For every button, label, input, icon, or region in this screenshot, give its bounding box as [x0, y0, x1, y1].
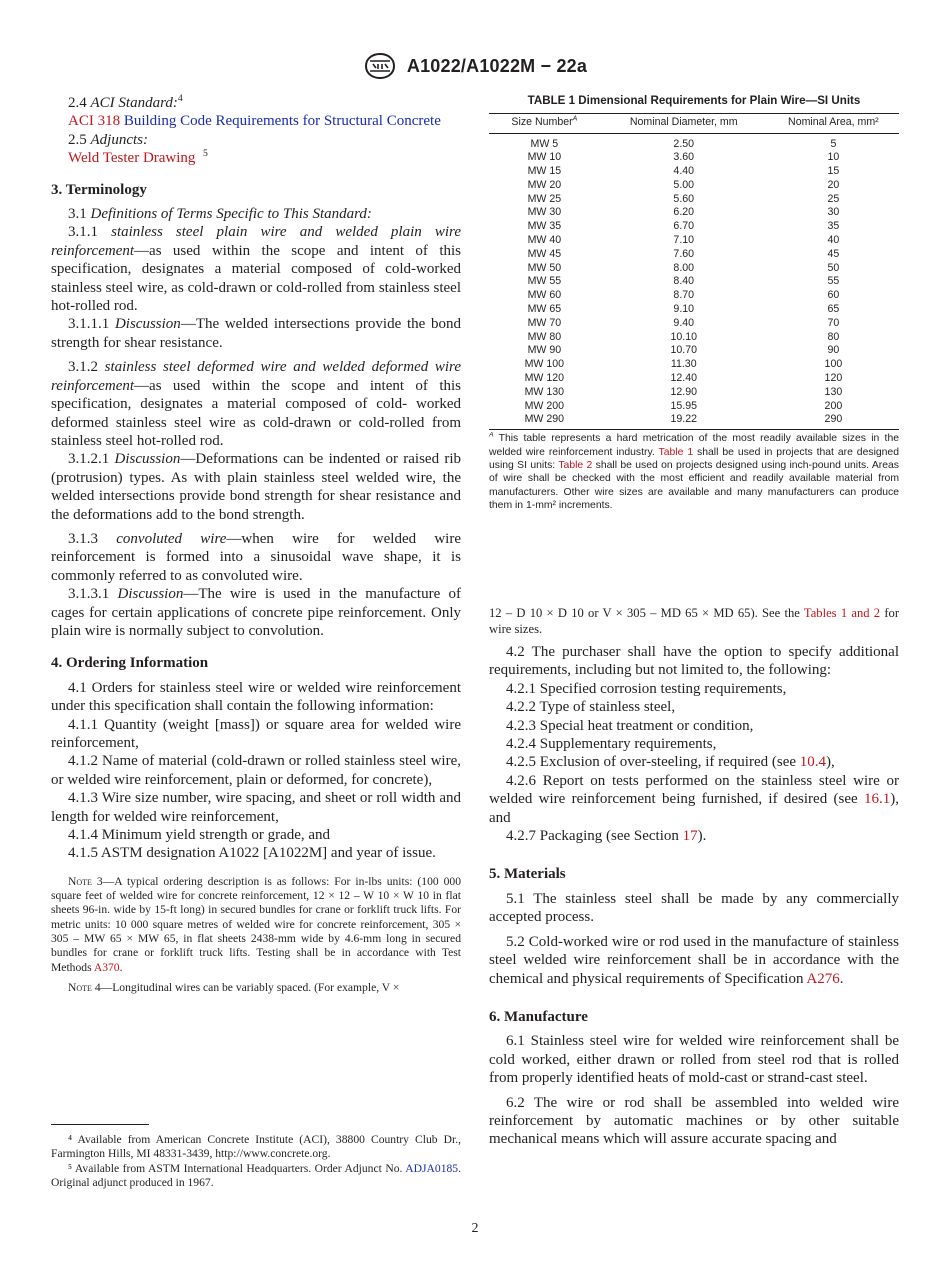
cell-size-number: MW 45 [527, 247, 562, 260]
note-4-text: —Longitudinal wires can be variably spaced. (For example, V × [100, 980, 400, 994]
p3-1-3-1-text: —The wire is used in the manufacture of cages for certain applications of concrete pipe reinforcement. Only plain wire is normally subject to convolution. [51, 586, 461, 639]
para-4-2-1: 4.2.1 Specified corrosion testing requirements, [506, 680, 787, 697]
para-5-1: 5.1 The stainless steel shall be made by any commercially accepted process. [489, 890, 899, 926]
note-3-label: Note 3 [68, 874, 103, 888]
cell-size-number: MW 65 [527, 303, 562, 316]
cell-diameter: 12.90 [670, 385, 697, 398]
para-3-1-2-1 [51, 450, 461, 524]
para-3-1-3 [51, 530, 461, 585]
right-column [489, 605, 899, 1149]
p3-1-1-text: —as used within the scope and intent of this specification, designates a material composed of cold-worked stainless steel wire, as cold-drawn or cold-rolled from stainless steel hot-rolled rod. [51, 242, 461, 315]
cell-size-number: MW 70 [527, 316, 562, 329]
cell-diameter: 9.40 [673, 316, 695, 329]
section-16-1-link[interactable]: 16.1 [864, 791, 891, 808]
adja0185-link[interactable]: ADJA0185 [405, 1161, 459, 1175]
para-4-1-3: 4.1.3 Wire size number, wire spacing, and sheet or roll width and length for welded wire reinforcement, [51, 790, 461, 825]
para-3-1 [51, 205, 461, 223]
weld-tester-link[interactable]: Weld Tester Drawing [68, 150, 196, 167]
footnote-5-end: . Original adjunct produced in 1967. [51, 1161, 461, 1189]
cell-diameter: 10.70 [670, 344, 697, 357]
para-4-2-7 [489, 827, 899, 845]
cell-diameter: 6.70 [673, 220, 695, 233]
table-row [489, 234, 899, 248]
p4-2-7-text: 4.2.7 Packaging (see Section [506, 828, 679, 845]
note-3-text: —A typical ordering description is as follows: For in-lbs units: (100 000 square feet of welded wire for concrete reinforcement, 12 × 12 – W 10 × W 10 in flat sheets 96-in. wide by 15-ft long) in secured bundles for crane or forklift truck lifts. For metric units: 10 000 square metres of welded wire for concrete reinforcement, 305 × 305 – MW 65 × MW 65, in flat sheets 2438-mm wide by 4.6-mm long in secured bundles for crane or forklift truck lifts. Testing shall be in accordance with Test Methods [51, 874, 461, 974]
table-row [489, 372, 899, 386]
table-1 [489, 94, 899, 513]
note-3-end: . [119, 960, 123, 974]
para-3-1-3-1 [51, 585, 461, 640]
p3-1-2-text: —as used within the scope and intent of this specification, designates a material composed of cold- worked deformed stainless steel wire as cold-drawn or cold-rolled from stainless steel hot-rolled rod. [51, 377, 461, 449]
para-4-2-2: 4.2.2 Type of stainless steel, [506, 699, 676, 716]
p3-1-2-1-term: Discussion [114, 451, 181, 468]
cell-size-number: MW 90 [527, 344, 562, 357]
table-row [489, 133, 899, 151]
table-row [489, 193, 899, 207]
cell-size-number: MW 40 [527, 234, 562, 247]
table-row [489, 275, 899, 289]
cell-diameter: 2.50 [673, 137, 695, 150]
s2-4-number: 2.4 [68, 95, 87, 111]
p4-2-7-end: ). [697, 828, 707, 845]
document-title: A1022/A1022M − 22a [406, 55, 588, 76]
left-column [51, 94, 461, 995]
table-row [489, 262, 899, 276]
cell-area: 55 [827, 275, 840, 288]
table-row [489, 151, 899, 165]
para-4-2-4: 4.2.4 Supplementary requirements, [506, 736, 717, 753]
cell-diameter: 7.60 [673, 247, 695, 260]
table-note-a-ref: A [572, 115, 578, 123]
footnotes [51, 1133, 461, 1190]
aci318-reference [51, 112, 461, 130]
table-row [489, 289, 899, 303]
table-note-text-1: This table represents a hard metrication of the most readily available sizes in the welded wire reinforcement industry. [489, 433, 899, 458]
cell-size-number: MW 200 [524, 399, 565, 412]
p3-1-3-term: convoluted wire [116, 530, 227, 547]
col-header-size-text: Size Number [511, 116, 573, 128]
para-4-2-3: 4.2.3 Special heat treatment or condition, [506, 717, 754, 734]
para-3-1-1 [51, 223, 461, 315]
p3-1-1-1-text: —The welded intersections provide the bond strength for shear resistance. [51, 316, 461, 351]
s2-5-number: 2.5 [68, 131, 87, 148]
table-1-note [489, 432, 899, 512]
cell-diameter: 7.10 [673, 234, 695, 247]
note-4-cont-text: 12 – D 10 × D 10 or V × 305 – MD 65 × MD 65). See the [489, 606, 800, 620]
cell-area: 65 [827, 303, 840, 316]
table-row [489, 386, 899, 400]
note-3 [51, 875, 461, 975]
cell-size-number: MW 120 [524, 372, 565, 385]
table-row [489, 331, 899, 345]
aci318-link[interactable]: ACI 318 [68, 113, 121, 130]
cell-diameter: 5.00 [673, 178, 695, 191]
para-4-2-5 [489, 753, 899, 771]
cell-area: 20 [827, 178, 840, 191]
p3-1-2-number: 3.1.2 [68, 359, 98, 376]
s2-5-title: Adjuncts: [90, 131, 148, 148]
para-6-2: 6.2 The wire or rod shall be assembled into welded wire reinforcement by automatic machines or by other suitable mechanical means which will assure accurate spacing and [489, 1094, 899, 1148]
p3-1-2-term: stainless steel deformed wire and welded deformed wire reinforcement [51, 359, 461, 394]
para-4-1-2: 4.1.2 Name of material (cold-drawn or rolled stainless steel wire, or welded wire reinforcement, plain or deformed, for concrete), [51, 753, 461, 788]
col-header-diameter: Nominal Diameter, mm [600, 114, 768, 134]
table-row [489, 165, 899, 179]
cell-size-number: MW 5 [530, 137, 559, 150]
note-4-cont-end: for wire sizes. [489, 606, 900, 636]
p3-1-3-text: —when wire for welded wire reinforcement is formed into a sinusoidal wave shape, it is commonly referred to as convoluted wire. [51, 530, 462, 584]
p3-1-text: Definitions of Terms Specific to This Standard: [90, 206, 372, 223]
table-2-link[interactable]: Table 2 [558, 460, 593, 472]
table-1-link[interactable]: Table 1 [658, 446, 694, 458]
cell-diameter: 3.60 [673, 151, 695, 164]
table-note-a-label: A [489, 431, 494, 439]
weld-tester-reference [51, 149, 461, 167]
cell-area: 70 [827, 316, 840, 329]
p4-2-5-end: ), [826, 754, 835, 771]
p3-1-number: 3.1 [68, 206, 87, 223]
para-4-1: 4.1 Orders for stainless steel wire or welded wire reinforcement under this specification shall contain the following information: [51, 679, 461, 715]
cell-size-number: MW 25 [527, 192, 562, 205]
cell-size-number: MW 30 [527, 206, 562, 219]
para-4-2-6 [489, 772, 899, 827]
section-4-heading: 4. Ordering Information [51, 655, 209, 672]
section-2-4 [51, 94, 461, 112]
table-row [489, 344, 899, 358]
cell-area: 25 [827, 192, 840, 205]
cell-area: 100 [824, 358, 843, 371]
footnote-4: ⁴ Available from American Concrete Institute (ACI), 38800 Country Club Dr., Farmington Hills, MI 48331-3439, http://www.concrete.org. [51, 1133, 461, 1161]
s2-4-title: ACI Standard: [90, 95, 178, 111]
a370-link[interactable]: A370 [93, 960, 120, 974]
section-2-5 [51, 131, 461, 149]
p3-1-1-number: 3.1.1 [68, 224, 98, 241]
cell-area: 45 [827, 247, 840, 260]
table-1-title: TABLE 1 Dimensional Requirements for Plain Wire—SI Units [527, 94, 861, 107]
cell-size-number: MW 60 [527, 289, 562, 302]
p3-1-1-1-number: 3.1.1.1 [68, 316, 110, 333]
tables-1-2-link[interactable]: Tables 1 and 2 [803, 606, 881, 620]
table-note-text-3: shall be used on projects designed using inch-pound units. Areas of wire shall be checked with the most efficient and readily available material from manufacturers. Other wire sizes are available and many manufacturers can produce them in 1-mm² increments. [489, 460, 899, 512]
note-4-continuation [489, 605, 899, 637]
section-5-heading: 5. Materials [489, 866, 566, 883]
p5-2-text: 5.2 Cold-worked wire or rod used in the manufacture of stainless steel welded wire reinforcement shall be in accordance with the chemical and physical requirements of Specification [489, 933, 899, 987]
p5-2-end: . [839, 970, 844, 987]
table-row [489, 220, 899, 234]
p3-1-3-1-term: Discussion [117, 586, 184, 603]
p3-1-1-term: stainless steel plain wire and welded plain wire reinforcement [51, 224, 461, 259]
note-4 [51, 981, 461, 995]
page-header [0, 52, 950, 80]
cell-area: 120 [824, 372, 843, 385]
para-4-2: 4.2 The purchaser shall have the option to specify additional requirements, including but not limited to, the following: [489, 644, 899, 679]
cell-area: 80 [827, 330, 840, 343]
table-row [489, 206, 899, 220]
col-header-size [489, 114, 600, 134]
p3-1-1-1-term: Discussion [114, 316, 181, 333]
para-5-2 [489, 933, 899, 988]
footnote-ref-4[interactable]: 4 [177, 93, 183, 104]
cell-diameter: 5.60 [673, 192, 695, 205]
table-row [489, 248, 899, 262]
cell-diameter: 12.40 [670, 372, 697, 385]
cell-diameter: 10.10 [670, 330, 697, 343]
p4-2-5-text: 4.2.5 Exclusion of over-steeling, if required (see [506, 754, 797, 771]
table-1-grid [489, 113, 899, 430]
footnote-5 [51, 1162, 461, 1191]
cell-area: 5 [830, 137, 837, 150]
cell-area: 40 [827, 234, 840, 247]
cell-area: 15 [827, 165, 840, 178]
cell-diameter: 19.22 [600, 413, 768, 429]
footnote-divider [51, 1124, 149, 1125]
p3-1-2-1-text: —Deformations can be indented or raised rib (protrusion) types. As with plain stainless steel welded wire, the welded intersections provide bond strength for shear resistance and the deformations add to the bond strength. [51, 451, 462, 523]
table-row [489, 317, 899, 331]
section-10-4-link[interactable]: 10.4 [799, 754, 827, 771]
cell-size-number: MW 35 [527, 220, 562, 233]
para-4-1-5: 4.1.5 ASTM designation A1022 [A1022M] and year of issue. [68, 845, 436, 862]
para-6-1: 6.1 Stainless steel wire for welded wire reinforcement shall be cold worked, either drawn or rolled from steel rod that is rolled from properly identified heats of mold-cast or strand-cast steel. [489, 1033, 899, 1087]
p3-1-3-number: 3.1.3 [68, 530, 98, 547]
p3-1-3-1-number: 3.1.3.1 [68, 586, 110, 603]
cell-diameter: 4.40 [673, 165, 695, 178]
astm-logo-icon [363, 52, 397, 80]
col-header-area: Nominal Area, mm² [768, 114, 899, 134]
footnote-ref-5[interactable]: 5 [202, 148, 208, 160]
p3-1-2-1-number: 3.1.2.1 [68, 451, 110, 468]
table-row [489, 400, 899, 414]
cell-size-number: MW 15 [527, 165, 562, 178]
section-6-heading: 6. Manufacture [489, 1008, 588, 1025]
p4-2-6-end: ), and [489, 791, 899, 826]
cell-size-number: MW 50 [527, 261, 562, 274]
para-4-1-4: 4.1.4 Minimum yield strength or grade, and [68, 827, 331, 844]
cell-area: 90 [827, 344, 840, 357]
para-3-1-2 [51, 358, 461, 450]
cell-size-number: MW 290 [489, 413, 600, 429]
note-4-label: Note 4 [68, 980, 101, 994]
cell-size-number: MW 100 [524, 358, 565, 371]
cell-area: 50 [827, 261, 840, 274]
table-row [489, 179, 899, 193]
section-3-heading: 3. Terminology [51, 181, 147, 198]
aci318-title-link[interactable]: Building Code Requirements for Structural Concrete [123, 113, 441, 130]
a276-link[interactable]: A276 [806, 970, 840, 987]
cell-size-number: MW 10 [527, 151, 562, 164]
cell-area: 130 [824, 385, 843, 398]
cell-size-number: MW 130 [524, 385, 565, 398]
cell-area: 30 [827, 206, 840, 219]
table-note-text-2: shall be used in projects that are designed using SI units: [489, 446, 899, 472]
table-row [489, 358, 899, 372]
cell-diameter: 6.20 [673, 206, 695, 219]
cell-area: 200 [824, 399, 843, 412]
cell-diameter: 15.95 [670, 399, 697, 412]
section-17-link[interactable]: 17 [682, 828, 698, 845]
table-1-body [489, 133, 899, 430]
table-row [489, 303, 899, 317]
para-3-1-1-1 [51, 315, 461, 352]
cell-diameter: 9.10 [673, 303, 695, 316]
cell-diameter: 11.30 [670, 358, 697, 371]
cell-size-number: MW 20 [527, 178, 562, 191]
cell-area: 10 [827, 151, 840, 164]
table-row [489, 413, 899, 429]
cell-diameter: 8.70 [673, 289, 695, 302]
cell-area: 290 [768, 413, 899, 429]
page-number: 2 [471, 1221, 479, 1236]
cell-diameter: 8.40 [673, 275, 695, 288]
para-4-1-1: 4.1.1 Quantity (weight [mass]) or square area for welded wire reinforcement, [51, 716, 461, 751]
cell-area: 60 [827, 289, 840, 302]
cell-area: 35 [827, 220, 840, 233]
footnote-5-text: ⁵ Available from ASTM International Headquarters. Order Adjunct No. [68, 1161, 403, 1175]
cell-size-number: MW 55 [527, 275, 562, 288]
cell-size-number: MW 80 [527, 330, 562, 343]
p4-2-6-text: 4.2.6 Report on tests performed on the stainless steel wire or welded wire reinforcement being furnished, if desired (see [489, 772, 899, 808]
cell-diameter: 8.00 [673, 261, 695, 274]
